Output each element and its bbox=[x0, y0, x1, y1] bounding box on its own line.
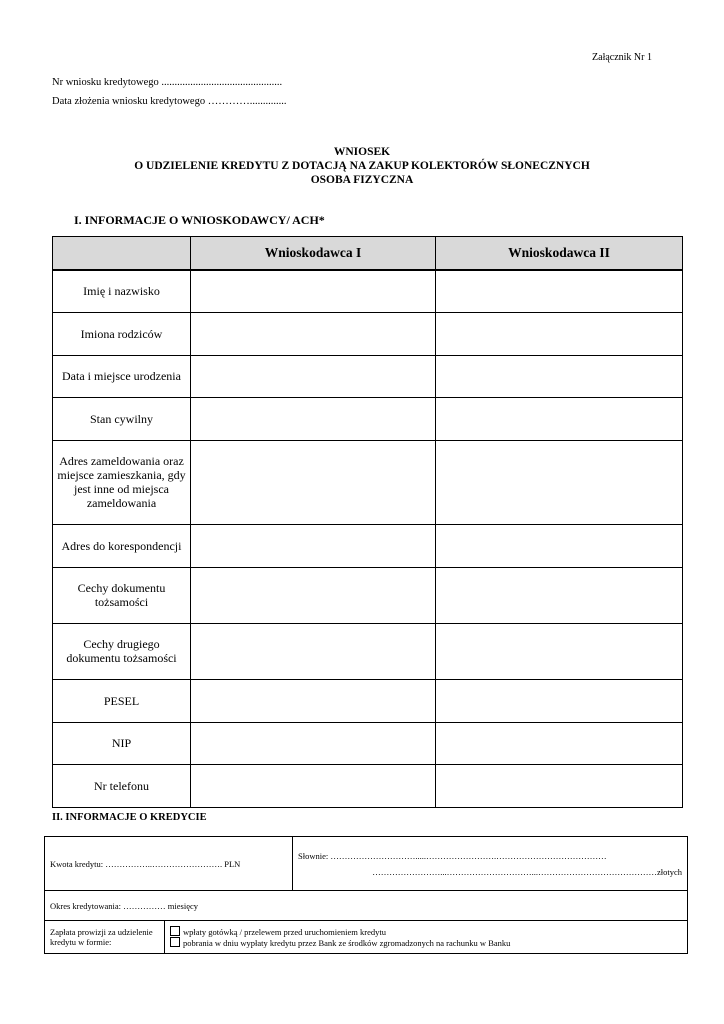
row-label: Cechy dokumentu tożsamości bbox=[53, 567, 191, 623]
option-cash-transfer[interactable] bbox=[170, 926, 682, 937]
input-cell-applicant-1[interactable] bbox=[191, 312, 436, 355]
input-cell-applicant-2[interactable] bbox=[436, 722, 683, 764]
input-cell-applicant-2[interactable] bbox=[436, 764, 683, 807]
input-cell-applicant-1[interactable] bbox=[191, 440, 436, 524]
annex-label: Załącznik Nr 1 bbox=[592, 52, 652, 63]
row-label: Cechy drugiego dokumentu tożsamości bbox=[53, 623, 191, 679]
option-deduction[interactable] bbox=[170, 937, 682, 948]
credit-period-field[interactable]: Okres kredytowania: …………… miesięcy bbox=[45, 891, 688, 921]
input-cell-applicant-2[interactable] bbox=[436, 312, 683, 355]
row-label: Imiona rodziców bbox=[53, 312, 191, 355]
input-cell-applicant-1[interactable] bbox=[191, 524, 436, 567]
applicant-info-table bbox=[52, 236, 683, 808]
checkbox-icon[interactable] bbox=[170, 926, 180, 936]
input-cell-applicant-2[interactable] bbox=[436, 524, 683, 567]
title-line-3: OSOBA FIZYCZNA bbox=[310, 174, 414, 186]
section-2-heading: II. INFORMACJE O KREDYCIE bbox=[52, 812, 207, 823]
option-deduction-label: pobrania w dniu wypłaty kredytu przez Bank ze środków zgromadzonych na rachunku w Banku bbox=[183, 938, 511, 948]
row-label: Adres do korespondencji bbox=[53, 524, 191, 567]
amount-in-words-cell[interactable] bbox=[293, 837, 688, 891]
commission-label: Zapłata prowizji za udzielenie kredytu w formie: bbox=[45, 921, 165, 954]
input-cell-applicant-2[interactable] bbox=[436, 355, 683, 397]
input-cell-applicant-2[interactable] bbox=[436, 397, 683, 440]
credit-amount-field[interactable]: Kwota kredytu: ……………..……………………. PLN bbox=[45, 837, 293, 891]
input-cell-applicant-1[interactable] bbox=[191, 679, 436, 722]
application-number-field[interactable]: Nr wniosku kredytowego .............................................. bbox=[52, 77, 283, 88]
input-cell-applicant-2[interactable] bbox=[436, 440, 683, 524]
input-cell-applicant-1[interactable] bbox=[191, 623, 436, 679]
column-header-applicant-2: Wnioskodawca II bbox=[436, 237, 683, 271]
input-cell-applicant-2[interactable] bbox=[436, 623, 683, 679]
amount-in-words-line-1: Słownie: ………………………….....…………………….………………………………… bbox=[298, 850, 607, 861]
row-label: Nr telefonu bbox=[53, 764, 191, 807]
row-label: PESEL bbox=[53, 679, 191, 722]
column-header-applicant-1: Wnioskodawca I bbox=[191, 237, 436, 271]
input-cell-applicant-1[interactable] bbox=[191, 355, 436, 397]
submission-date-field[interactable]: Data złożenia wniosku kredytowego ………….............. bbox=[52, 96, 287, 107]
row-label: Data i miejsce urodzenia bbox=[53, 355, 191, 397]
input-cell-applicant-2[interactable] bbox=[436, 567, 683, 623]
corner-cell bbox=[53, 237, 191, 271]
row-label: NIP bbox=[53, 722, 191, 764]
amount-in-words-line-2: ……………………...…………………………...……………………………………złotych bbox=[372, 866, 683, 877]
row-label: Adres zameldowania oraz miejsce zamieszkania, gdy jest inne od miejsca zameldowania bbox=[53, 440, 191, 524]
option-cash-transfer-label: wpłaty gotówką / przelewem przed uruchomieniem kredytu bbox=[183, 927, 386, 937]
commission-options bbox=[165, 921, 688, 954]
row-label: Imię i nazwisko bbox=[53, 270, 191, 312]
title-line-2: O UDZIELENIE KREDYTU Z DOTACJĄ NA ZAKUP KOLEKTORÓW SŁONECZNYCH bbox=[134, 160, 590, 172]
credit-info-table bbox=[44, 836, 688, 954]
row-label: Stan cywilny bbox=[53, 397, 191, 440]
input-cell-applicant-1[interactable] bbox=[191, 722, 436, 764]
section-1-heading: I. INFORMACJE O WNIOSKODAWCY/ ACH* bbox=[74, 213, 325, 227]
input-cell-applicant-1[interactable] bbox=[191, 397, 436, 440]
title-line-1: WNIOSEK bbox=[333, 146, 391, 158]
input-cell-applicant-1[interactable] bbox=[191, 764, 436, 807]
input-cell-applicant-1[interactable] bbox=[191, 567, 436, 623]
document-title bbox=[0, 145, 724, 187]
checkbox-icon[interactable] bbox=[170, 937, 180, 947]
input-cell-applicant-2[interactable] bbox=[436, 679, 683, 722]
input-cell-applicant-2[interactable] bbox=[436, 270, 683, 312]
input-cell-applicant-1[interactable] bbox=[191, 270, 436, 312]
